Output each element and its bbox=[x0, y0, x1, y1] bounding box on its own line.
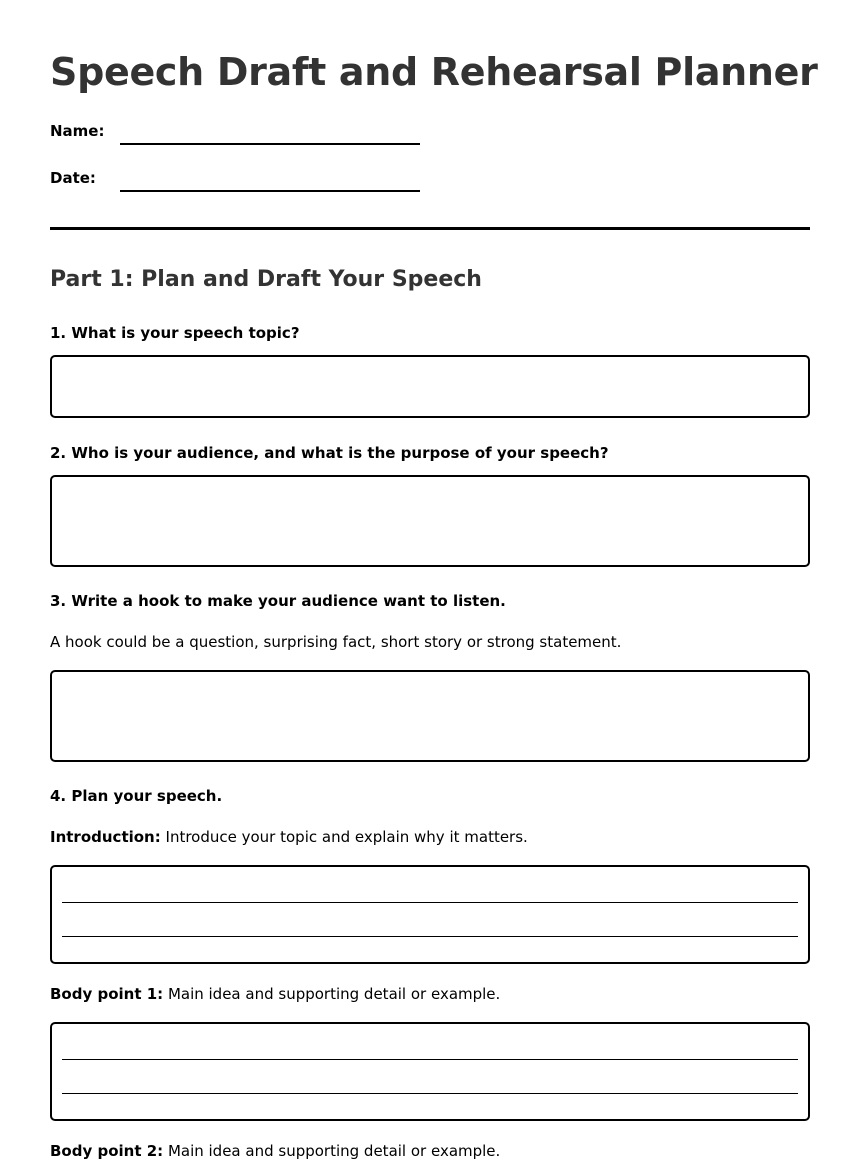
hook-hint: A hook could be a question, surprising fact, short story or strong statement. bbox=[50, 633, 622, 651]
answer-box-audience[interactable] bbox=[50, 475, 810, 567]
body-point-2-text: Main idea and supporting detail or example. bbox=[163, 1142, 501, 1160]
part1-title: Part 1: Plan and Draft Your Speech bbox=[50, 267, 482, 292]
date-field[interactable] bbox=[50, 169, 420, 193]
date-line[interactable] bbox=[120, 190, 420, 192]
introduction-text: Introduce your topic and explain why it matters. bbox=[160, 828, 528, 846]
writing-line bbox=[62, 936, 798, 937]
question-4: 4. Plan your speech. bbox=[50, 787, 223, 805]
introduction-prompt bbox=[50, 828, 528, 846]
name-label: Name: bbox=[50, 122, 105, 140]
name-field[interactable] bbox=[50, 122, 420, 146]
writing-line bbox=[62, 902, 798, 903]
answer-box-hook[interactable] bbox=[50, 670, 810, 762]
question-3: 3. Write a hook to make your audience want to listen. bbox=[50, 592, 506, 610]
body-point-1-text: Main idea and supporting detail or example. bbox=[163, 985, 501, 1003]
answer-box-body-point-1[interactable] bbox=[50, 1022, 810, 1121]
writing-line bbox=[62, 1093, 798, 1094]
question-1: 1. What is your speech topic? bbox=[50, 324, 300, 342]
date-label: Date: bbox=[50, 169, 96, 187]
writing-line bbox=[62, 1059, 798, 1060]
body-point-1-label: Body point 1: bbox=[50, 985, 164, 1003]
body-point-2-prompt bbox=[50, 1142, 500, 1160]
header-divider bbox=[50, 227, 810, 230]
answer-box-introduction[interactable] bbox=[50, 865, 810, 964]
introduction-label: Introduction: bbox=[50, 828, 161, 846]
body-point-2-label: Body point 2: bbox=[50, 1142, 164, 1160]
body-point-1-prompt bbox=[50, 985, 500, 1003]
page-title: Speech Draft and Rehearsal Planner bbox=[50, 50, 818, 94]
question-2: 2. Who is your audience, and what is the purpose of your speech? bbox=[50, 444, 609, 462]
name-line[interactable] bbox=[120, 143, 420, 145]
answer-box-topic[interactable] bbox=[50, 355, 810, 418]
